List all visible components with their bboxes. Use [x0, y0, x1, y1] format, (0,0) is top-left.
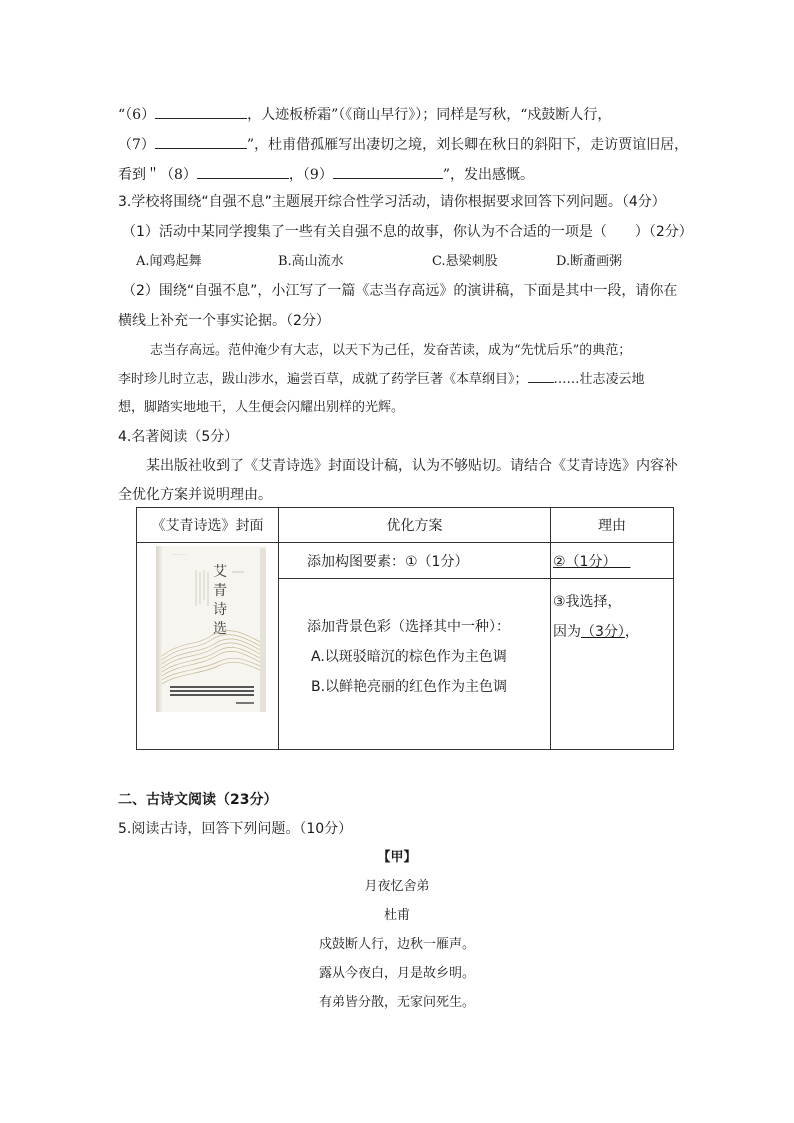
text: （7） — [118, 137, 155, 153]
cover-char: 艾 — [213, 564, 227, 580]
speech-line-1: 志当存高远。范仲淹少有大志，以天下为己任，发奋苦读，成为“先忧后乐”的典范； — [150, 343, 632, 358]
fill-line-1 — [118, 104, 611, 125]
poem-author: 杜甫 — [383, 908, 410, 923]
text: ”，发出感慨。 — [442, 167, 535, 183]
plan-option-a[interactable]: A.以斑驳暗沉的棕色作为主色调 — [311, 649, 507, 665]
svg-text:- - - - - -: - - - - - - — [172, 552, 188, 557]
speech-line-2 — [118, 370, 645, 390]
poem-line-3: 有弟皆分散，无家问死生。 — [318, 995, 475, 1010]
poem-tag: 【甲】 — [377, 850, 417, 865]
text: 因为 — [553, 624, 581, 640]
reason-3-score: （3分） — [581, 624, 625, 640]
fill-line-2 — [118, 134, 688, 155]
answer-blank-8[interactable] — [197, 164, 289, 179]
answer-blank-evidence[interactable] — [528, 370, 554, 383]
option-a[interactable]: A.闻鸡起舞 — [136, 254, 202, 269]
text: ”，杜甫借孤雁写出凄切之境，刘长卿在秋日的斜阳下，走访贾谊旧居， — [246, 137, 689, 153]
option-b[interactable]: B.高山流水 — [278, 254, 344, 269]
question-3-1: （1）活动中某同学搜集了一些有关自强不息的故事，你认为不合适的一项是（ ）（2分） — [122, 224, 693, 240]
plan-color — [279, 579, 551, 750]
poem-line-2: 露从今夜白，月是故乡明。 — [318, 966, 475, 981]
answer-blank-9[interactable] — [333, 164, 443, 179]
option-d[interactable]: D.断齑画粥 — [556, 254, 623, 269]
text: 李时珍儿时立志，跋山涉水，遍尝百草，成就了药学巨著《本草纲目》； — [118, 372, 528, 387]
cover-char: 诗 — [213, 602, 227, 618]
plan-element: 添加构图要素：①（1分） — [279, 543, 551, 579]
text: ，人迹板桥霜”（《商山早行》）；同样是写秋，“戍鼓断人行， — [247, 107, 612, 123]
answer-blank-6[interactable] — [155, 104, 247, 119]
header-reason: 理由 — [551, 508, 674, 543]
reason-color[interactable] — [551, 579, 674, 750]
question-5: 5.阅读古诗，回答下列问题。（10分） — [118, 821, 353, 837]
cover-char: 选 — [213, 621, 227, 637]
header-cover: 《艾青诗选》封面 — [137, 508, 279, 543]
header-plan: 优化方案 — [279, 508, 551, 543]
text: ……壮志凌云地 — [553, 372, 645, 387]
option-c[interactable]: C.悬梁刺股 — [432, 254, 498, 269]
text: ，（9） — [288, 167, 333, 183]
book-cover-image — [156, 546, 266, 712]
question-3-2: （2）围绕“自强不息”，小江写了一篇《志当存高远》的演讲稿，下面是其中一段，请你在 — [122, 283, 678, 299]
cover-char: 青 — [213, 583, 227, 599]
plan-color-title: 添加背景色彩（选择其中一种）： — [307, 619, 510, 635]
question-4-text-1: 某出版社收到了《艾青诗选》封面设计稿，认为不够贴切。请结合《艾青诗选》内容补 — [146, 458, 678, 474]
fill-line-3 — [118, 164, 534, 185]
reason-2: ②（1分） — [553, 553, 617, 570]
question-4-text-2: 全优化方案并说明理由。 — [118, 487, 272, 503]
reason-element[interactable] — [551, 543, 674, 579]
answer-blank-7[interactable] — [155, 134, 247, 149]
speech-line-3: 想，脚踏实地地干，人生便会闪耀出别样的光辉。 — [118, 400, 405, 415]
reason-3-choice: ③我选择， — [553, 594, 622, 610]
poem-title: 月夜忆舍弟 — [364, 879, 430, 894]
poem-line-1: 戍鼓断人行，边秋一雁声。 — [318, 937, 475, 952]
question-3-2-cont: 横线上补充一个事实论据。（2分） — [118, 313, 330, 329]
plan-option-b[interactable]: B.以鲜艳亮丽的红色作为主色调 — [311, 679, 508, 695]
question-4: 4.名著阅读（5分） — [118, 429, 239, 445]
text: 看到＂（8） — [118, 167, 197, 183]
text: “（6） — [118, 107, 156, 123]
question-3: 3.学校将围绕“自强不息”主题展开综合性学习活动，请你根据要求回答下列问题。（4分） — [118, 194, 666, 210]
section-2-heading: 二、古诗文阅读（23分） — [118, 792, 278, 808]
text: ， — [624, 624, 639, 640]
